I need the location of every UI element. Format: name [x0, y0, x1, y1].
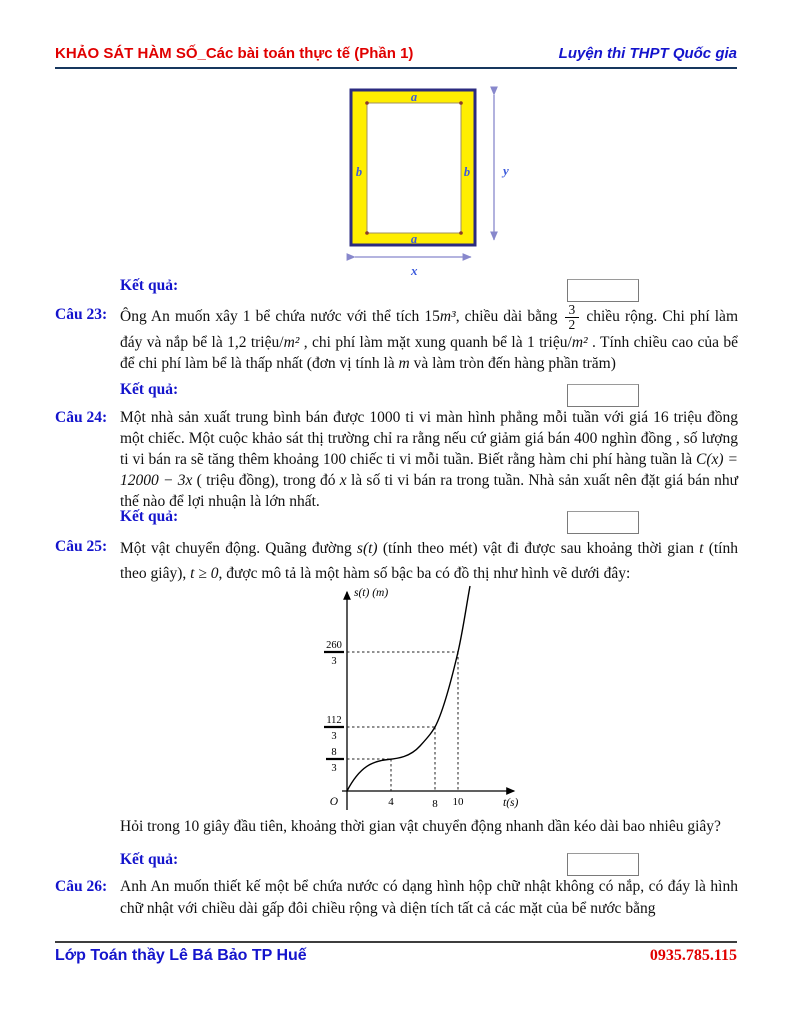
origin-label: O: [329, 796, 338, 808]
corner-dot: [365, 101, 369, 105]
math-segment: m: [398, 355, 410, 373]
math-segment: t ≥ 0: [190, 565, 219, 582]
x-tick-10: 10: [452, 796, 464, 808]
footer-phone-number: 0935.785.115: [649, 947, 737, 964]
frame-top-label: a: [410, 90, 418, 104]
math-segment: s(t): [356, 540, 378, 557]
text-segment: là số ti vi bán ra trong tuần. Nhà sản xuất nên đặt giá bán như thế nào để lợi nhuận là lớn nhất.: [120, 472, 738, 510]
text-segment: Hỏi trong 10 giây đầu tiên, khoảng thời gian vật chuyển động nhanh dần kéo dài bao nhiêu giây?: [120, 818, 721, 835]
y-axis-label: s(t) (m): [354, 587, 389, 599]
math-segment: m²: [283, 334, 300, 352]
svg-text:8: 8: [331, 747, 337, 758]
distance-time-graph: [298, 580, 538, 820]
y-tick-112-3: [324, 715, 344, 742]
text-segment: Một nhà sản xuất trung bình bán được 1000 ti vi màn hình phẳng mỗi tuần với giá 16 triệu đồng một chiếc. Một cuộc khảo sát thị trường chỉ ra rằng nếu cứ giảm giá bán 400 nghìn đồng , số lượng ti vi bán ra sẽ tăng thêm khoảng 100 chiếc ti vi mỗi tuần. Biết rằng hàm chi phí hàng tuần là: [120, 409, 738, 468]
result-box[interactable]: [567, 511, 639, 534]
math-segment: C(x) = 12000 − 3x: [120, 451, 738, 489]
math-segment: x: [339, 472, 347, 489]
header-rule: [55, 67, 737, 69]
svg-text:3: 3: [331, 763, 337, 774]
result-label: Kết quả:: [120, 851, 179, 868]
text-segment: và làm tròn đến hàng phần trăm): [409, 355, 616, 373]
height-dimension-label: y: [503, 163, 509, 178]
text-segment: (tính theo mét) vật đi được sau khoảng thời gian: [377, 540, 700, 557]
text-segment: ( triệu đồng), trong đó: [192, 472, 340, 489]
text-segment: (tính theo giây),: [120, 540, 738, 582]
math-segment: m³: [439, 308, 456, 326]
question-23-text: [120, 303, 738, 374]
question-23-number: Câu 23:: [55, 306, 108, 323]
cubic-curve: [347, 586, 470, 791]
corner-dot: [365, 231, 369, 235]
fraction-three-halves: [563, 303, 582, 332]
question-26-text: [120, 876, 738, 920]
result-box[interactable]: [567, 279, 639, 302]
result-label: Kết quả:: [120, 508, 179, 525]
frame-left-label: b: [355, 165, 363, 179]
result-label: Kết quả:: [120, 277, 179, 294]
svg-text:260: 260: [326, 640, 342, 651]
x-axis-label: t(s): [503, 797, 519, 809]
math-segment: m²: [571, 334, 588, 352]
text-segment: , được mô tả là một hàm số bậc ba có đồ thị như hình vẽ dưới đây:: [218, 565, 631, 582]
result-box[interactable]: [567, 853, 639, 876]
corner-dot: [459, 101, 463, 105]
question-25-text: [120, 536, 738, 586]
svg-text:3: 3: [331, 656, 337, 667]
footer-rule: [55, 941, 737, 943]
text-segment: Ông An muốn xây 1 bể chứa nước với thể tích 15: [120, 308, 440, 326]
fraction-denominator: 2: [568, 317, 576, 333]
text-segment: , chiều dài bằng: [455, 308, 563, 326]
question-25-followup: [120, 816, 738, 837]
text-segment: . Tính chiều cao của bể để chi phí làm bể là thấp nhất (đơn vị tính là: [120, 334, 738, 373]
width-dimension-label: x: [411, 263, 418, 278]
y-tick-260-3: [324, 640, 344, 667]
svg-text:3: 3: [331, 731, 337, 742]
frame-bottom-label: a: [410, 232, 418, 246]
result-label: Kết quả:: [120, 381, 179, 398]
frame-right-label: b: [463, 165, 471, 179]
result-box[interactable]: [567, 384, 639, 407]
x-tick-8: 8: [432, 798, 438, 810]
rectangle-frame-figure: [343, 83, 543, 283]
question-25-number: Câu 25:: [55, 538, 108, 555]
corner-dot: [459, 231, 463, 235]
y-tick-8-3: [326, 747, 344, 774]
text-segment: Một vật chuyển động. Quãng đường: [120, 540, 357, 557]
header-title: KHẢO SÁT HÀM SỐ_Các bài toán thực tế (Phần 1): [55, 45, 414, 62]
header-subtitle: Luyện thi THPT Quốc gia: [558, 45, 737, 62]
inner-rectangle: [367, 103, 461, 233]
footer-class-name: Lớp Toán thầy Lê Bá Bảo TP Huế: [55, 947, 307, 964]
question-24-number: Câu 24:: [55, 409, 108, 426]
question-26-number: Câu 26:: [55, 878, 108, 895]
fraction-numerator: 3: [565, 303, 580, 318]
text-segment: chiều rộng. Chi phí làm đáy và nắp bể là 1,2 triệu/: [120, 308, 738, 352]
dashed-guide-lines: [347, 652, 458, 791]
question-24-text: [120, 407, 738, 512]
math-segment: t: [699, 540, 704, 557]
text-segment: , chi phí làm mặt xung quanh bể là 1 triệu/: [299, 334, 572, 352]
x-tick-4: 4: [388, 796, 394, 808]
text-segment: Anh An muốn thiết kế một bể chứa nước có dạng hình hộp chữ nhật không có nắp, có đáy là hình chữ nhật với chiều dài gấp đôi chiều rộng và diện tích tất cả các mặt của bể nước bằng: [120, 878, 738, 917]
svg-text:112: 112: [326, 715, 342, 726]
